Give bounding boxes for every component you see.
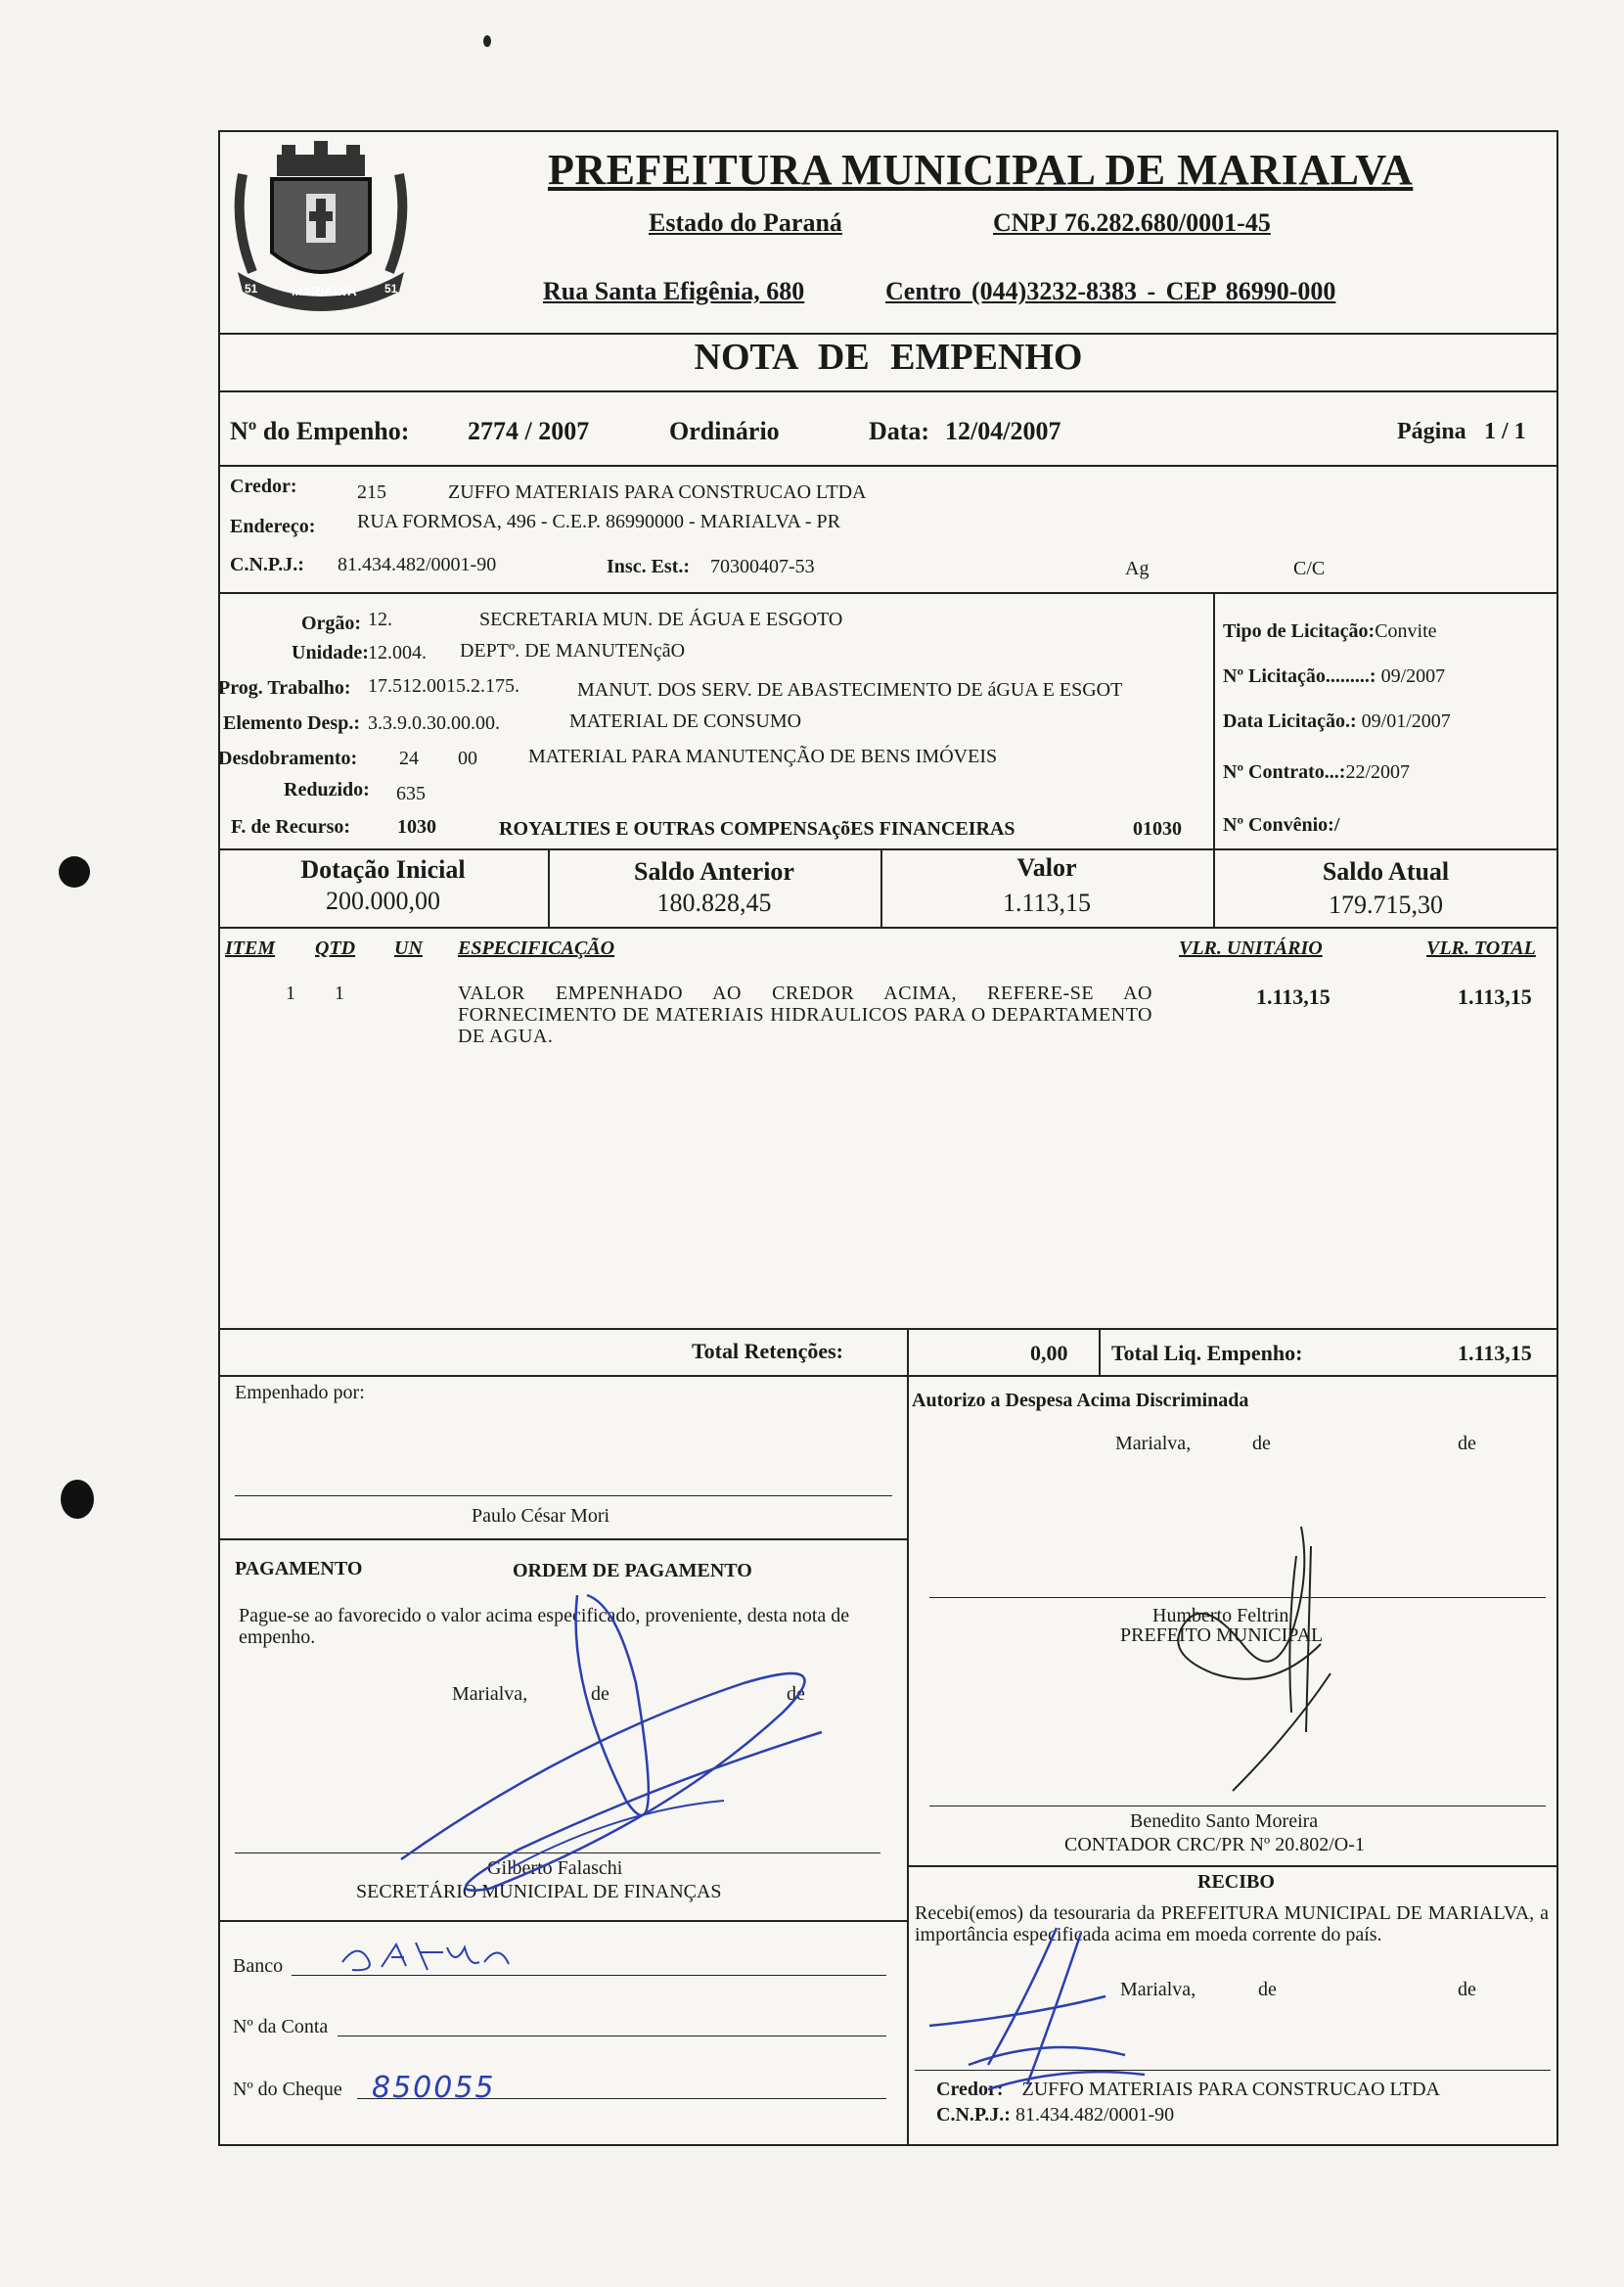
autorizo-de-1: de <box>1252 1433 1271 1454</box>
reduzido-label: Reduzido: <box>284 779 370 800</box>
contrato-num: 22/2007 <box>1345 761 1411 783</box>
col-un: UN <box>394 938 423 959</box>
saldo-anterior-label: Saldo Anterior <box>634 857 794 886</box>
total-liq-value: 1.113,15 <box>1458 1341 1532 1365</box>
desdobramento-name: MATERIAL PARA MANUTENÇÃO DE BENS IMÓVEIS <box>528 746 998 767</box>
licitacao-num: 09/2007 <box>1380 665 1446 687</box>
dotacao-inicial-value: 200.000,00 <box>326 887 440 915</box>
empenhado-label: Empenhado por: <box>235 1382 365 1403</box>
seal-year-left: 51 <box>245 282 258 296</box>
page-label: Página <box>1397 419 1466 444</box>
recibo-credor-name: ZUFFO MATERIAIS PARA CONSTRUCAO LTDA <box>1021 2079 1440 2100</box>
insc-value: 70300407-53 <box>710 556 815 577</box>
empenho-date-label: Data: <box>869 417 930 445</box>
municipal-seal <box>223 135 419 326</box>
binder-hole-bottom <box>61 1480 94 1519</box>
desdobramento-label: Desdobramento: <box>218 748 358 769</box>
licitacao-tipo-label: Tipo de Licitação:Convite <box>1223 620 1437 642</box>
retencoes-value: 0,00 <box>1030 1341 1068 1365</box>
page-title: PREFEITURA MUNICIPAL DE MARIALVA <box>548 146 1414 194</box>
item-number: 1 <box>286 983 295 1004</box>
pagamento-de-2: de <box>787 1683 805 1705</box>
empenho-number: 2774 / 2007 <box>468 417 590 445</box>
pagamento-label: PAGAMENTO <box>235 1558 363 1579</box>
recurso-name: ROYALTIES E OUTRAS COMPENSAçõES FINANCEIRAS <box>499 818 1015 840</box>
prefeito-name: Humberto Feltrin <box>1152 1605 1289 1626</box>
header-address: Rua Santa Efigênia, 680 <box>543 277 805 305</box>
recibo-place: Marialva, <box>1120 1979 1196 2000</box>
page-number: 1 / 1 <box>1484 419 1526 444</box>
unidade-name: DEPTº. DE MANUTENçãO <box>460 640 686 662</box>
valor-label: Valor <box>1016 853 1077 882</box>
secretario-title: SECRETÁRIO MUNICIPAL DE FINANÇAS <box>356 1881 722 1902</box>
insc-label: Insc. Est.: <box>607 556 691 577</box>
convenio-label: Nº Convênio:/ <box>1223 814 1340 836</box>
prefeito-signature-icon <box>1125 1517 1379 1810</box>
orgao-name: SECRETARIA MUN. DE ÁGUA E ESGOTO <box>479 609 843 630</box>
secretario-signature-icon <box>372 1566 880 1918</box>
valor-value: 1.113,15 <box>1002 889 1092 917</box>
elemento-code: 3.3.9.0.30.00.00. <box>368 712 500 734</box>
conta-label: Nº da Conta <box>233 2016 329 2037</box>
unidade-label: Unidade: <box>292 642 369 663</box>
licitacao-num-label: Nº Licitação.........: 09/2007 <box>1223 665 1446 687</box>
orgao-label: Orgão: <box>301 613 362 634</box>
recibo-text: Recebi(emos) da tesouraria da PREFEITURA MUNICIPAL DE MARIALVA, a importância especificada acima em moeda corrente do país. <box>915 1902 1549 1945</box>
secretario-name: Gilberto Falaschi <box>487 1857 623 1879</box>
endereco-label: Endereço: <box>230 516 316 537</box>
ag-label: Ag <box>1125 558 1150 579</box>
col-qtd: QTD <box>315 938 356 959</box>
item-total-value: 1.113,15 <box>1458 984 1532 1009</box>
recibo-credor-label: Credor: <box>936 2079 1004 2100</box>
recibo-label: RECIBO <box>1197 1871 1275 1893</box>
elemento-name: MATERIAL DE CONSUMO <box>569 710 802 732</box>
desdobramento-code-1: 24 <box>399 748 419 769</box>
licitacao-tipo: Convite <box>1375 620 1437 642</box>
total-liq-label: Total Liq. Empenho: <box>1111 1341 1303 1365</box>
recurso-label: F. de Recurso: <box>231 816 351 838</box>
autorizo-place: Marialva, <box>1115 1433 1192 1454</box>
recibo-signature-icon <box>910 1918 1203 2114</box>
item-qtd: 1 <box>335 983 344 1004</box>
empenhado-name: Paulo César Mori <box>472 1505 610 1527</box>
reduzido-value: 635 <box>396 783 426 804</box>
col-item: ITEM <box>225 938 276 959</box>
item-spec: VALOR EMPENHADO AO CREDOR ACIMA, REFERE-SE AO FORNECIMENTO DE MATERIAIS HIDRAULICOS PARA O DEPARTAMENTO DE AGUA. <box>458 983 1152 1047</box>
orgao-code: 12. <box>368 609 392 630</box>
header-state: Estado do Paraná <box>649 208 842 237</box>
cheque-label: Nº do Cheque <box>233 2079 342 2100</box>
credor-code: 215 <box>357 481 386 503</box>
credor-cnpj: 81.434.482/0001-90 <box>338 554 497 575</box>
desdobramento-code-2: 00 <box>458 748 477 769</box>
banco-label: Banco <box>233 1955 284 1977</box>
contrato-label: Nº Contrato...:22/2007 <box>1223 761 1411 783</box>
seal-year-right: 51 <box>384 282 398 296</box>
recibo-de-2: de <box>1458 1979 1476 2000</box>
header-cnpj: CNPJ 76.282.680/0001-45 <box>993 208 1271 237</box>
contador-name: Benedito Santo Moreira <box>1130 1810 1319 1832</box>
licitacao-data-label: Data Licitação.: 09/01/2007 <box>1223 710 1451 732</box>
contador-title: CONTADOR CRC/PR Nº 20.802/O-1 <box>1064 1834 1365 1855</box>
prefeito-title: PREFEITO MUNICIPAL <box>1120 1624 1324 1646</box>
elemento-label: Elemento Desp.: <box>223 712 360 734</box>
scan-speck <box>483 35 491 47</box>
prog-label: Prog. Trabalho: <box>218 677 351 699</box>
dotacao-inicial-label: Dotação Inicial <box>300 855 466 884</box>
credor-address: RUA FORMOSA, 496 - C.E.P. 86990000 - MARIALVA - PR <box>357 511 840 532</box>
empenho-date: 12/04/2007 <box>945 417 1061 445</box>
recibo-cnpj-value: 81.434.482/0001-90 <box>1015 2104 1175 2126</box>
binder-hole-top <box>59 856 90 888</box>
autorizo-label: Autorizo a Despesa Acima Discriminada <box>912 1390 1249 1411</box>
licitacao-data: 09/01/2007 <box>1361 710 1451 732</box>
pagamento-place: Marialva, <box>452 1683 528 1705</box>
cheque-handwritten: 850055 <box>372 2071 496 2105</box>
recurso-code-2: 01030 <box>1133 818 1182 840</box>
pagamento-text: Pague-se ao favorecido o valor acima especificado, proveniente, desta nota de empenho. <box>239 1605 850 1648</box>
recibo-de-1: de <box>1258 1979 1277 2000</box>
pagamento-de-1: de <box>591 1683 609 1705</box>
saldo-atual-value: 179.715,30 <box>1329 891 1443 919</box>
recibo-cnpj-label: C.N.P.J.: <box>936 2104 1011 2126</box>
header-address-2: Centro (044)3232-8383 - CEP 86990-000 <box>885 277 1336 305</box>
recurso-code: 1030 <box>397 816 436 838</box>
doc-title: NOTA DE EMPENHO <box>694 337 1083 378</box>
col-unit: VLR. UNITÁRIO <box>1179 938 1323 959</box>
item-unit-value: 1.113,15 <box>1256 984 1331 1009</box>
banco-handwritten-icon <box>338 1933 553 1982</box>
col-spec: ESPECIFICAÇÃO <box>458 938 615 959</box>
col-total: VLR. TOTAL <box>1426 938 1536 959</box>
credor-label: Credor: <box>230 476 297 497</box>
ordem-pagamento-label: ORDEM DE PAGAMENTO <box>513 1560 752 1581</box>
saldo-atual-label: Saldo Atual <box>1322 857 1450 886</box>
saldo-anterior-value: 180.828,45 <box>656 889 772 917</box>
autorizo-de-2: de <box>1458 1433 1476 1454</box>
seal-banner-text: MARIALVA <box>292 284 357 298</box>
prog-name: MANUT. DOS SERV. DE ABASTECIMENTO DE áGUA E ESGOT <box>577 679 1123 701</box>
cc-label: C/C <box>1293 558 1326 579</box>
credor-name: ZUFFO MATERIAIS PARA CONSTRUCAO LTDA <box>448 481 867 503</box>
credor-cnpj-label: C.N.P.J.: <box>230 554 304 575</box>
retencoes-label: Total Retenções: <box>692 1339 843 1363</box>
prog-code: 17.512.0015.2.175. <box>368 675 519 697</box>
empenho-number-label: Nº do Empenho: <box>230 417 410 445</box>
empenho-type: Ordinário <box>669 417 780 445</box>
unidade-code: 12.004. <box>368 642 427 663</box>
